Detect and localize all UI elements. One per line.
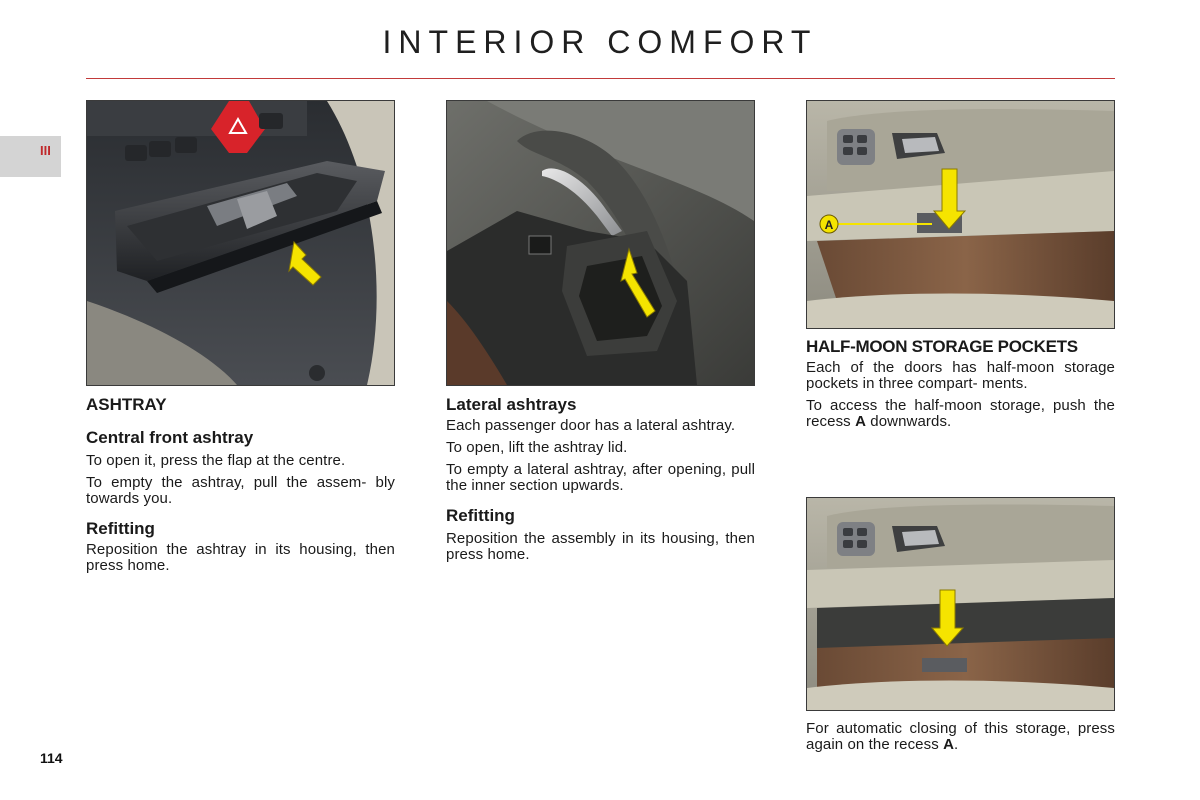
section-heading-ashtray: ASHTRAY bbox=[86, 395, 167, 414]
paragraph-lateral-intro: Each passenger door has a lateral ashtray. bbox=[446, 417, 736, 434]
section-heading-lateral-ashtrays: Lateral ashtrays bbox=[446, 395, 577, 414]
half-moon-storage-section bbox=[806, 337, 1115, 430]
paragraph-refitting-ashtray: Reposition the ashtray in its housing, then press home. bbox=[86, 541, 395, 574]
paragraph-half-moon-intro: Each of the doors has half-moon storage pockets in three compart- ments. bbox=[806, 359, 1115, 392]
chapter-number: III bbox=[40, 143, 51, 158]
half-moon-closing-note bbox=[806, 721, 1115, 753]
central-ashtray-photo bbox=[86, 100, 395, 386]
paragraph-refitting-lateral: Reposition the assembly in its housing, then press home. bbox=[446, 530, 755, 563]
door-pocket-open-photo bbox=[806, 497, 1115, 711]
page-number: 114 bbox=[40, 750, 63, 766]
recess-a-ref: A bbox=[855, 413, 866, 430]
lateral-ashtray-photo bbox=[446, 100, 755, 386]
paragraph-half-moon-closing: For automatic closing of this storage, press again on the recess A. bbox=[806, 720, 1115, 753]
lateral-ashtrays-section bbox=[446, 395, 755, 563]
paragraph-half-moon-access: To access the half-moon storage, push the recess A downwards. bbox=[806, 397, 1115, 430]
page-title: INTERIOR COMFORT bbox=[382, 24, 818, 60]
paragraph-empty-ashtray: To empty the ashtray, pull the assem- bly towards you. bbox=[86, 474, 395, 507]
paragraph-lateral-empty: To empty a lateral ashtray, after opening, pull the inner section upwards. bbox=[446, 461, 755, 494]
chapter-tab bbox=[0, 136, 61, 177]
door-pocket-photo bbox=[806, 100, 1115, 329]
callout-a-label: A bbox=[824, 218, 834, 232]
section-heading-half-moon: HALF-MOON STORAGE POCKETS bbox=[806, 337, 1078, 356]
subheading-refitting-lateral: Refitting bbox=[446, 506, 515, 525]
title-divider bbox=[86, 78, 1115, 79]
paragraph-open-ashtray: To open it, press the flap at the centre. bbox=[86, 452, 346, 469]
paragraph-lateral-open: To open, lift the ashtray lid. bbox=[446, 439, 628, 456]
subheading-central-front-ashtray: Central front ashtray bbox=[86, 428, 254, 447]
ashtray-section bbox=[86, 395, 395, 574]
recess-a-ref-2: A bbox=[943, 736, 955, 753]
subheading-refitting-ashtray: Refitting bbox=[86, 519, 155, 538]
